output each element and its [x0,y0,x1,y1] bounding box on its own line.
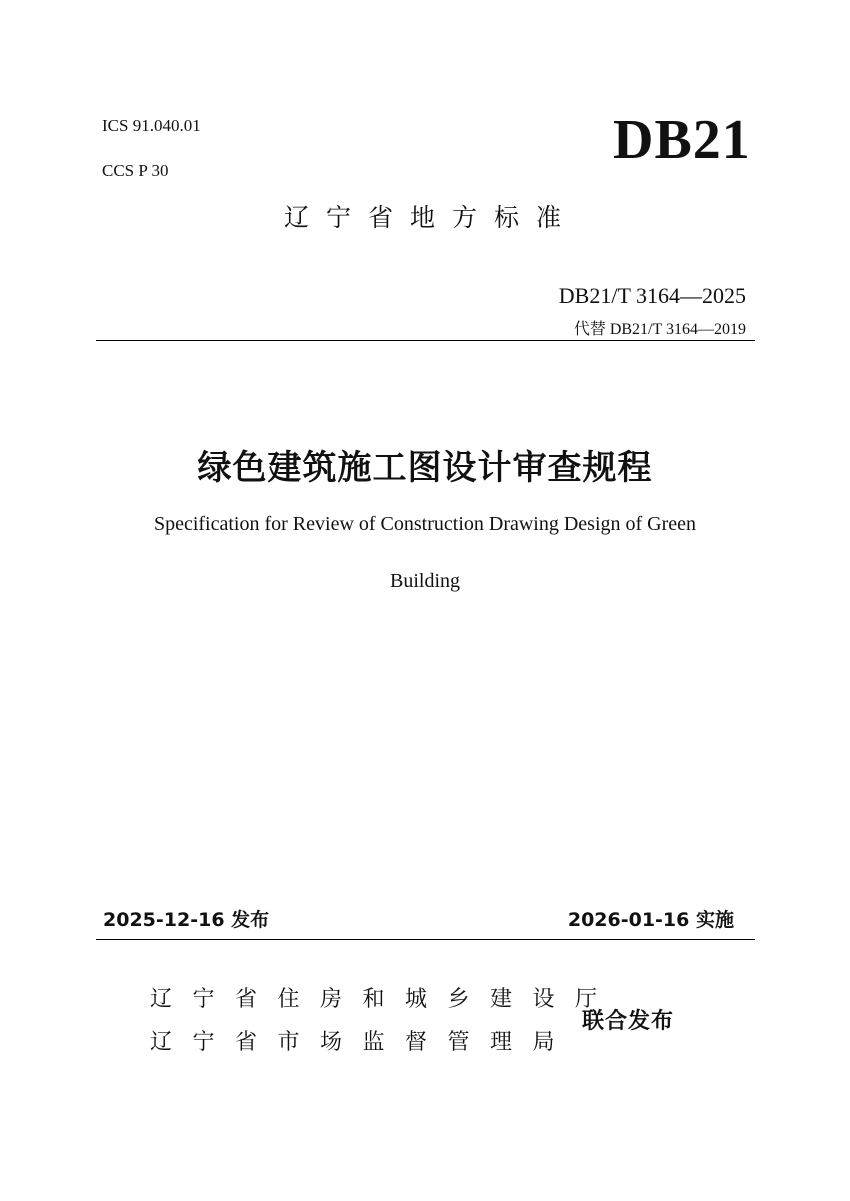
standard-number: DB21/T 3164—2025 [558,283,746,308]
issue-date: 2025-12-16 发布 [103,909,270,931]
implementation-date: 2026-01-16 实施 [567,909,734,931]
top-divider [96,340,755,341]
bottom-divider [96,939,755,940]
standard-type-text: 辽宁省地方标准 [284,203,579,232]
issuer-market-regulation-bureau: 辽宁省市场监督管理局 [150,1030,576,1055]
joint-issue-label: 联合发布 [582,1009,675,1034]
document-title-english-line1: Specification for Review of Construction Drawing Design of Green [153,513,697,535]
document-title-english-line2: Building [389,570,460,592]
ics-code: ICS 91.040.01 [102,116,201,135]
db21-logo: DB21 [613,109,751,171]
ccs-code: CCS P 30 [102,161,169,180]
document-title-chinese: 绿色建筑施工图设计审查规程 [197,448,653,488]
issuer-housing-department: 辽宁省住房和城乡建设厅 [150,987,618,1012]
replaced-standard: 代替 DB21/T 3164—2019 [573,321,746,338]
